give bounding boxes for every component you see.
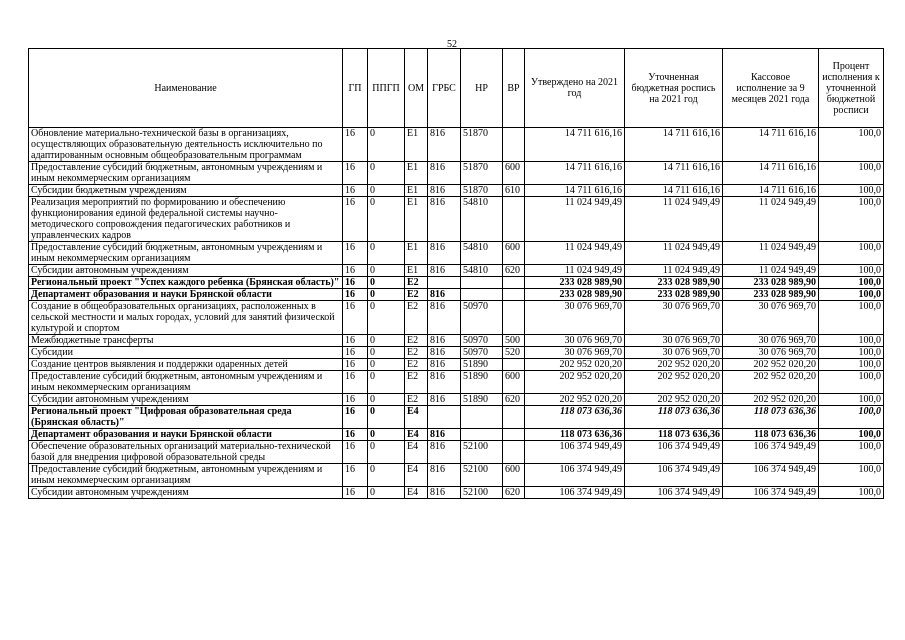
row-gp-cell: 16 xyxy=(343,289,368,301)
row-cash-cell: 233 028 989,90 xyxy=(723,277,819,289)
row-approved-cell: 118 073 636,36 xyxy=(525,429,625,441)
row-om-cell: E1 xyxy=(405,242,428,265)
table-row xyxy=(29,289,884,301)
row-name-cell: Предоставление субсидий бюджетным, автономным учреждениям и иным некоммерческим организациям xyxy=(29,162,343,185)
row-approved-cell: 106 374 949,49 xyxy=(525,464,625,487)
table-row xyxy=(29,335,884,347)
row-gp-cell: 16 xyxy=(343,265,368,277)
row-name-cell: Региональный проект "Успех каждого ребенка (Брянская область)" xyxy=(29,277,343,289)
row-percent-cell: 100,0 xyxy=(819,162,884,185)
table-row xyxy=(29,162,884,185)
row-approved-cell: 14 711 616,16 xyxy=(525,128,625,162)
row-refined-cell: 118 073 636,36 xyxy=(625,429,723,441)
row-name-cell: Департамент образования и науки Брянской области xyxy=(29,429,343,441)
row-percent-cell: 100,0 xyxy=(819,441,884,464)
row-cash-cell: 14 711 616,16 xyxy=(723,128,819,162)
row-approved-cell: 118 073 636,36 xyxy=(525,406,625,429)
row-cash-cell: 106 374 949,49 xyxy=(723,464,819,487)
row-ppgp-cell: 0 xyxy=(368,487,405,499)
row-ppgp-cell: 0 xyxy=(368,359,405,371)
row-cash-cell: 30 076 969,70 xyxy=(723,347,819,359)
row-percent-cell: 100,0 xyxy=(819,394,884,406)
row-refined-cell: 11 024 949,49 xyxy=(625,197,723,242)
row-approved-cell: 14 711 616,16 xyxy=(525,162,625,185)
row-ppgp-cell: 0 xyxy=(368,335,405,347)
row-np-cell: 50970 xyxy=(461,347,503,359)
row-gp-cell: 16 xyxy=(343,197,368,242)
row-name-cell: Департамент образования и науки Брянской области xyxy=(29,289,343,301)
row-grbs-cell: 816 xyxy=(428,394,461,406)
row-name-cell: Предоставление субсидий бюджетным, автономным учреждениям и иным некоммерческим организациям xyxy=(29,242,343,265)
table-row xyxy=(29,487,884,499)
row-ppgp-cell: 0 xyxy=(368,441,405,464)
row-ppgp-cell: 0 xyxy=(368,464,405,487)
row-approved-cell: 11 024 949,49 xyxy=(525,265,625,277)
row-np-cell: 54810 xyxy=(461,197,503,242)
row-ppgp-cell: 0 xyxy=(368,371,405,394)
row-percent-cell: 100,0 xyxy=(819,197,884,242)
row-name-cell: Создание в общеобразовательных организациях, расположенных в сельской местности и малых городах, условий для занятий физической культурой и спортом xyxy=(29,301,343,335)
row-grbs-cell xyxy=(428,406,461,429)
row-vr-cell xyxy=(503,406,525,429)
row-np-cell: 51870 xyxy=(461,185,503,197)
row-ppgp-cell: 0 xyxy=(368,162,405,185)
row-name-cell: Предоставление субсидий бюджетным, автономным учреждениям и иным некоммерческим организациям xyxy=(29,371,343,394)
row-refined-cell: 106 374 949,49 xyxy=(625,441,723,464)
row-gp-cell: 16 xyxy=(343,242,368,265)
row-refined-cell: 11 024 949,49 xyxy=(625,242,723,265)
row-vr-cell: 600 xyxy=(503,242,525,265)
row-refined-cell: 14 711 616,16 xyxy=(625,128,723,162)
row-grbs-cell: 816 xyxy=(428,301,461,335)
row-refined-cell: 106 374 949,49 xyxy=(625,464,723,487)
row-cash-cell: 118 073 636,36 xyxy=(723,429,819,441)
row-ppgp-cell: 0 xyxy=(368,185,405,197)
row-vr-cell: 600 xyxy=(503,162,525,185)
row-np-cell: 54810 xyxy=(461,242,503,265)
row-gp-cell: 16 xyxy=(343,301,368,335)
row-gp-cell: 16 xyxy=(343,394,368,406)
row-refined-cell: 11 024 949,49 xyxy=(625,265,723,277)
header-refined: Уточненная бюджетная роспись на 2021 год xyxy=(625,49,723,128)
row-grbs-cell: 816 xyxy=(428,162,461,185)
row-ppgp-cell: 0 xyxy=(368,429,405,441)
row-cash-cell: 106 374 949,49 xyxy=(723,487,819,499)
row-vr-cell: 500 xyxy=(503,335,525,347)
row-cash-cell: 14 711 616,16 xyxy=(723,185,819,197)
row-refined-cell: 202 952 020,20 xyxy=(625,359,723,371)
header-percent: Процент исполнения к уточненной бюджетной росписи xyxy=(819,49,884,128)
row-percent-cell: 100,0 xyxy=(819,429,884,441)
row-refined-cell: 202 952 020,20 xyxy=(625,394,723,406)
row-grbs-cell: 816 xyxy=(428,359,461,371)
row-name-cell: Субсидии xyxy=(29,347,343,359)
row-cash-cell: 30 076 969,70 xyxy=(723,301,819,335)
row-refined-cell: 233 028 989,90 xyxy=(625,277,723,289)
table-row xyxy=(29,197,884,242)
row-name-cell: Предоставление субсидий бюджетным, автономным учреждениям и иным некоммерческим организациям xyxy=(29,464,343,487)
row-approved-cell: 14 711 616,16 xyxy=(525,185,625,197)
row-np-cell: 54810 xyxy=(461,265,503,277)
row-om-cell: E1 xyxy=(405,265,428,277)
table-row xyxy=(29,359,884,371)
row-cash-cell: 202 952 020,20 xyxy=(723,371,819,394)
row-cash-cell: 106 374 949,49 xyxy=(723,441,819,464)
row-gp-cell: 16 xyxy=(343,185,368,197)
row-approved-cell: 30 076 969,70 xyxy=(525,301,625,335)
row-percent-cell: 100,0 xyxy=(819,185,884,197)
row-om-cell: E1 xyxy=(405,128,428,162)
row-grbs-cell: 816 xyxy=(428,347,461,359)
row-refined-cell: 14 711 616,16 xyxy=(625,162,723,185)
row-approved-cell: 233 028 989,90 xyxy=(525,289,625,301)
row-om-cell: E2 xyxy=(405,347,428,359)
row-vr-cell xyxy=(503,289,525,301)
row-approved-cell: 11 024 949,49 xyxy=(525,197,625,242)
row-ppgp-cell: 0 xyxy=(368,406,405,429)
row-approved-cell: 202 952 020,20 xyxy=(525,359,625,371)
row-om-cell: E2 xyxy=(405,301,428,335)
row-approved-cell: 106 374 949,49 xyxy=(525,441,625,464)
row-vr-cell xyxy=(503,277,525,289)
row-vr-cell xyxy=(503,197,525,242)
row-vr-cell: 610 xyxy=(503,185,525,197)
header-approved: Утверждено на 2021 год xyxy=(525,49,625,128)
row-om-cell: E2 xyxy=(405,335,428,347)
row-refined-cell: 30 076 969,70 xyxy=(625,301,723,335)
row-vr-cell: 620 xyxy=(503,265,525,277)
row-vr-cell: 620 xyxy=(503,487,525,499)
row-np-cell: 52100 xyxy=(461,464,503,487)
row-gp-cell: 16 xyxy=(343,487,368,499)
row-ppgp-cell: 0 xyxy=(368,128,405,162)
row-name-cell: Межбюджетные трансферты xyxy=(29,335,343,347)
row-approved-cell: 30 076 969,70 xyxy=(525,347,625,359)
row-gp-cell: 16 xyxy=(343,335,368,347)
row-vr-cell xyxy=(503,429,525,441)
row-grbs-cell: 816 xyxy=(428,242,461,265)
row-refined-cell: 14 711 616,16 xyxy=(625,185,723,197)
row-vr-cell xyxy=(503,301,525,335)
row-np-cell: 50970 xyxy=(461,301,503,335)
header-gp: ГП xyxy=(343,49,368,128)
table-header-row xyxy=(29,49,884,128)
row-name-cell: Субсидии автономным учреждениям xyxy=(29,265,343,277)
row-grbs-cell: 816 xyxy=(428,441,461,464)
row-approved-cell: 233 028 989,90 xyxy=(525,277,625,289)
row-np-cell: 51890 xyxy=(461,359,503,371)
row-vr-cell: 600 xyxy=(503,464,525,487)
row-ppgp-cell: 0 xyxy=(368,347,405,359)
row-approved-cell: 106 374 949,49 xyxy=(525,487,625,499)
row-vr-cell xyxy=(503,441,525,464)
header-vr: ВР xyxy=(503,49,525,128)
row-name-cell: Региональный проект "Цифровая образовательная среда (Брянская область)" xyxy=(29,406,343,429)
table-row xyxy=(29,265,884,277)
row-ppgp-cell: 0 xyxy=(368,277,405,289)
row-grbs-cell: 816 xyxy=(428,429,461,441)
row-om-cell: E4 xyxy=(405,429,428,441)
row-om-cell: E1 xyxy=(405,197,428,242)
header-grbs: ГРБС xyxy=(428,49,461,128)
row-refined-cell: 30 076 969,70 xyxy=(625,335,723,347)
row-np-cell xyxy=(461,429,503,441)
table-row xyxy=(29,128,884,162)
budget-table xyxy=(28,48,884,499)
row-percent-cell: 100,0 xyxy=(819,371,884,394)
row-ppgp-cell: 0 xyxy=(368,265,405,277)
row-gp-cell: 16 xyxy=(343,359,368,371)
row-percent-cell: 100,0 xyxy=(819,464,884,487)
row-np-cell: 52100 xyxy=(461,487,503,499)
row-refined-cell: 233 028 989,90 xyxy=(625,289,723,301)
row-gp-cell: 16 xyxy=(343,441,368,464)
row-percent-cell: 100,0 xyxy=(819,335,884,347)
table-row xyxy=(29,441,884,464)
row-np-cell: 51890 xyxy=(461,371,503,394)
row-cash-cell: 11 024 949,49 xyxy=(723,265,819,277)
row-percent-cell: 100,0 xyxy=(819,265,884,277)
row-name-cell: Субсидии автономным учреждениям xyxy=(29,487,343,499)
header-om: ОМ xyxy=(405,49,428,128)
header-cash: Кассовое исполнение за 9 месяцев 2021 года xyxy=(723,49,819,128)
row-np-cell: 51870 xyxy=(461,128,503,162)
row-cash-cell: 202 952 020,20 xyxy=(723,394,819,406)
row-name-cell: Создание центров выявления и поддержки одаренных детей xyxy=(29,359,343,371)
row-gp-cell: 16 xyxy=(343,347,368,359)
row-grbs-cell: 816 xyxy=(428,464,461,487)
row-name-cell: Обновление материально-технической базы в организациях, осуществляющих образовательную деятельность исключительно по адаптированным основным общеобразовательным программам xyxy=(29,128,343,162)
row-ppgp-cell: 0 xyxy=(368,197,405,242)
row-np-cell xyxy=(461,289,503,301)
table-row xyxy=(29,429,884,441)
row-om-cell: E4 xyxy=(405,406,428,429)
row-np-cell: 51890 xyxy=(461,394,503,406)
row-ppgp-cell: 0 xyxy=(368,242,405,265)
row-grbs-cell: 816 xyxy=(428,265,461,277)
row-cash-cell: 118 073 636,36 xyxy=(723,406,819,429)
row-name-cell: Реализация мероприятий по формированию и обеспечению функционирования единой федеральной системы научно-методического сопровождения педагогических работников и управленческих кадров xyxy=(29,197,343,242)
row-cash-cell: 14 711 616,16 xyxy=(723,162,819,185)
row-ppgp-cell: 0 xyxy=(368,394,405,406)
row-ppgp-cell: 0 xyxy=(368,289,405,301)
row-gp-cell: 16 xyxy=(343,371,368,394)
row-approved-cell: 30 076 969,70 xyxy=(525,335,625,347)
row-percent-cell: 100,0 xyxy=(819,487,884,499)
row-vr-cell xyxy=(503,359,525,371)
row-grbs-cell: 816 xyxy=(428,185,461,197)
row-cash-cell: 30 076 969,70 xyxy=(723,335,819,347)
row-approved-cell: 202 952 020,20 xyxy=(525,394,625,406)
table-row xyxy=(29,277,884,289)
row-cash-cell: 202 952 020,20 xyxy=(723,359,819,371)
row-refined-cell: 106 374 949,49 xyxy=(625,487,723,499)
row-name-cell: Обеспечение образовательных организаций материально-технической базой для внедрения цифровой образовательной среды xyxy=(29,441,343,464)
row-approved-cell: 11 024 949,49 xyxy=(525,242,625,265)
row-np-cell xyxy=(461,406,503,429)
table-row xyxy=(29,394,884,406)
row-percent-cell: 100,0 xyxy=(819,289,884,301)
page-number: 52 xyxy=(447,39,457,50)
row-approved-cell: 202 952 020,20 xyxy=(525,371,625,394)
row-om-cell: E2 xyxy=(405,371,428,394)
table-row xyxy=(29,301,884,335)
row-percent-cell: 100,0 xyxy=(819,406,884,429)
row-om-cell: E2 xyxy=(405,289,428,301)
row-om-cell: E2 xyxy=(405,394,428,406)
header-ppgp: ППГП xyxy=(368,49,405,128)
table-row xyxy=(29,371,884,394)
row-cash-cell: 233 028 989,90 xyxy=(723,289,819,301)
row-om-cell: E1 xyxy=(405,185,428,197)
row-percent-cell: 100,0 xyxy=(819,359,884,371)
table-row xyxy=(29,185,884,197)
row-grbs-cell: 816 xyxy=(428,197,461,242)
row-grbs-cell: 816 xyxy=(428,335,461,347)
row-gp-cell: 16 xyxy=(343,162,368,185)
row-om-cell: E4 xyxy=(405,487,428,499)
row-refined-cell: 118 073 636,36 xyxy=(625,406,723,429)
row-cash-cell: 11 024 949,49 xyxy=(723,197,819,242)
table-row xyxy=(29,406,884,429)
table-row xyxy=(29,347,884,359)
row-ppgp-cell: 0 xyxy=(368,301,405,335)
row-percent-cell: 100,0 xyxy=(819,301,884,335)
row-grbs-cell xyxy=(428,277,461,289)
row-om-cell: E4 xyxy=(405,464,428,487)
table-row xyxy=(29,464,884,487)
row-gp-cell: 16 xyxy=(343,429,368,441)
row-percent-cell: 100,0 xyxy=(819,347,884,359)
row-om-cell: E4 xyxy=(405,441,428,464)
header-name: Наименование xyxy=(29,49,343,128)
row-om-cell: E2 xyxy=(405,277,428,289)
row-np-cell: 50970 xyxy=(461,335,503,347)
row-om-cell: E1 xyxy=(405,162,428,185)
row-percent-cell: 100,0 xyxy=(819,242,884,265)
row-gp-cell: 16 xyxy=(343,277,368,289)
row-om-cell: E2 xyxy=(405,359,428,371)
row-cash-cell: 11 024 949,49 xyxy=(723,242,819,265)
header-np: НР xyxy=(461,49,503,128)
row-percent-cell: 100,0 xyxy=(819,277,884,289)
row-vr-cell xyxy=(503,128,525,162)
row-np-cell: 52100 xyxy=(461,441,503,464)
row-grbs-cell: 816 xyxy=(428,371,461,394)
row-np-cell: 51870 xyxy=(461,162,503,185)
row-name-cell: Субсидии бюджетным учреждениям xyxy=(29,185,343,197)
row-name-cell: Субсидии автономным учреждениям xyxy=(29,394,343,406)
row-vr-cell: 600 xyxy=(503,371,525,394)
row-grbs-cell: 816 xyxy=(428,289,461,301)
table-row xyxy=(29,242,884,265)
row-vr-cell: 620 xyxy=(503,394,525,406)
row-gp-cell: 16 xyxy=(343,464,368,487)
row-refined-cell: 30 076 969,70 xyxy=(625,347,723,359)
row-refined-cell: 202 952 020,20 xyxy=(625,371,723,394)
row-gp-cell: 16 xyxy=(343,128,368,162)
row-np-cell xyxy=(461,277,503,289)
row-grbs-cell: 816 xyxy=(428,128,461,162)
row-grbs-cell: 816 xyxy=(428,487,461,499)
row-vr-cell: 520 xyxy=(503,347,525,359)
row-percent-cell: 100,0 xyxy=(819,128,884,162)
row-gp-cell: 16 xyxy=(343,406,368,429)
